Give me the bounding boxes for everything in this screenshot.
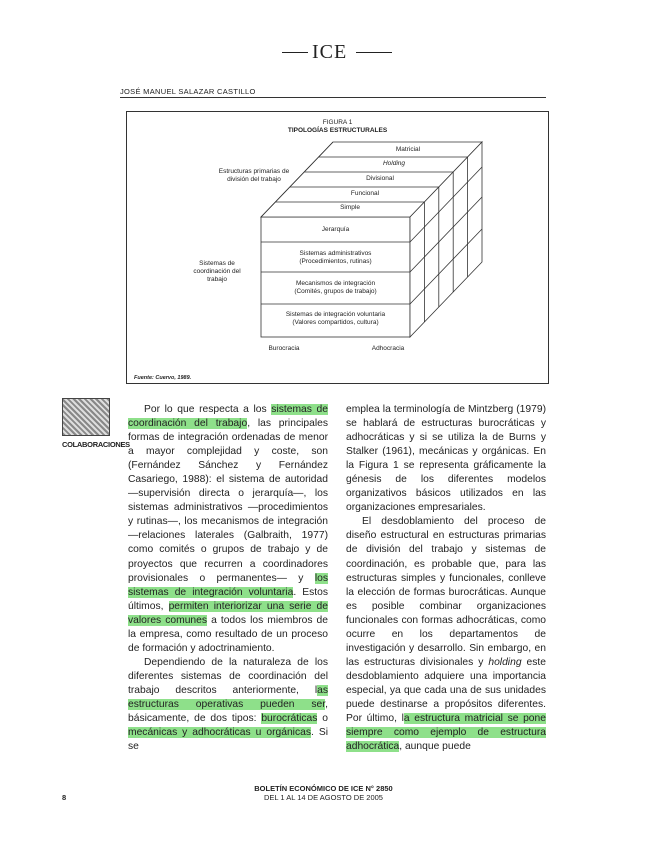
layer-simple: Simple [340,204,360,211]
structure-cube-diagram [127,112,548,383]
issue-dates: DEL 1 AL 14 DE AGOSTO DE 2005 [264,793,383,802]
ice-logo [282,40,392,64]
section-illustration [62,398,110,436]
row-voluntary-integration: Sistemas de integración voluntaria (Valores compartidos, cultura) [285,311,386,326]
figure-1 [126,111,549,384]
logo-text: ICE [312,41,348,63]
layer-funcional: Funcional [350,190,380,197]
label-division-structures: Estructuras primarias de división del trabajo [218,168,290,183]
paragraph: Por lo que respecta a los sistemas de coordinación del trabajo, las principales formas de integración ordenadas de menor a mayor complejidad y coste, son (Fernández Sánchez y Fernández Casariego, 1988): el sistema de autoridad —supervisión directa o jerarquía—, los sistemas administrativos —procedimientos y rutinas—, los mecanismos de integración —relaciones laterales (Galbraith, 1977) como comités o grupos de trabajo y de proyectos que recurren a coordinadores provisionales o permanentes— y los sistemas de integración voluntaria. Estos últimos, permiten interiorizar una serie de valores comunes a todos los miembros de la empresa, como resultado de un proceso de formación y adoctrinamiento. [128,404,328,654]
header-rule [120,97,546,98]
figure-caption: FIGURA 1 [322,119,353,126]
body-column-right [346,403,546,754]
author-name: JOSÉ MANUEL SALAZAR CASTILLO [120,87,256,96]
axis-adhocracia: Adhocracia [371,345,405,352]
layer-matricial: Matricial [395,146,421,153]
paragraph: Dependiendo de la naturaleza de los diferentes sistemas de coordinación del trabajo descritos anteriormente, las estructuras operativas pueden ser, básicamente, de dos tipos: burocráticas o mecánicas y adhocráticas u orgánicas. Si se [128,656,328,753]
section-marker [62,398,130,449]
axis-burocracia: Burocracia [268,345,300,352]
figure-source: Fuente: Cuervo, 1989. [134,375,192,381]
label-coordination-systems: Sistemas de coordinación del trabajo [193,260,241,283]
layer-holding: Holding [382,160,406,167]
figure-title: TIPOLOGÍAS ESTRUCTURALES [287,127,388,134]
body-column-left [128,403,328,754]
page-number: 8 [62,793,67,802]
layer-divisional: Divisional [366,175,394,182]
section-label: COLABORACIONES [62,440,130,449]
row-jerarquia: Jerarquía [321,226,350,233]
paragraph: emplea la terminología de Mintzberg (1979) se hablará de estructuras burocráticas y adhocráticas y si se utiliza la de Burns y Stalker (1961), mecánicas y orgánicas. En la Figura 1 se representa gráficamente la génesis de los diferentes modelos organizativos básicos utilizados en las organizaciones empresariales. [346,404,546,514]
journal-title: BOLETÍN ECONÓMICO DE ICE N° 2850 [254,784,393,793]
row-integration-mechanisms: Mecanismos de integración (Comités, grupos de trabajo) [294,280,377,295]
paragraph: El desdoblamiento del proceso de diseño estructural en estructuras primarias de división del trabajo y sistemas de coordinación, es probable que, para las estructuras simples y funcionales, conlleve la elección de formas burocráticas. Aunque es posible combinar organizaciones funcionales con formas adhocráticas, como ocurre en los departamentos de investigación y desarrollo. Sin embargo, en las estructuras divisionales y holding este desdoblamiento adquiere una importancia especial, ya que cada una de sus unidades puede destinarse a propósitos diferentes. Por último, la estructura matricial se pone siempre como ejemplo de estructura adhocrática, aunque puede [346,516,546,753]
row-administrative-systems: Sistemas administrativos (Procedimientos, rutinas) [299,250,372,265]
